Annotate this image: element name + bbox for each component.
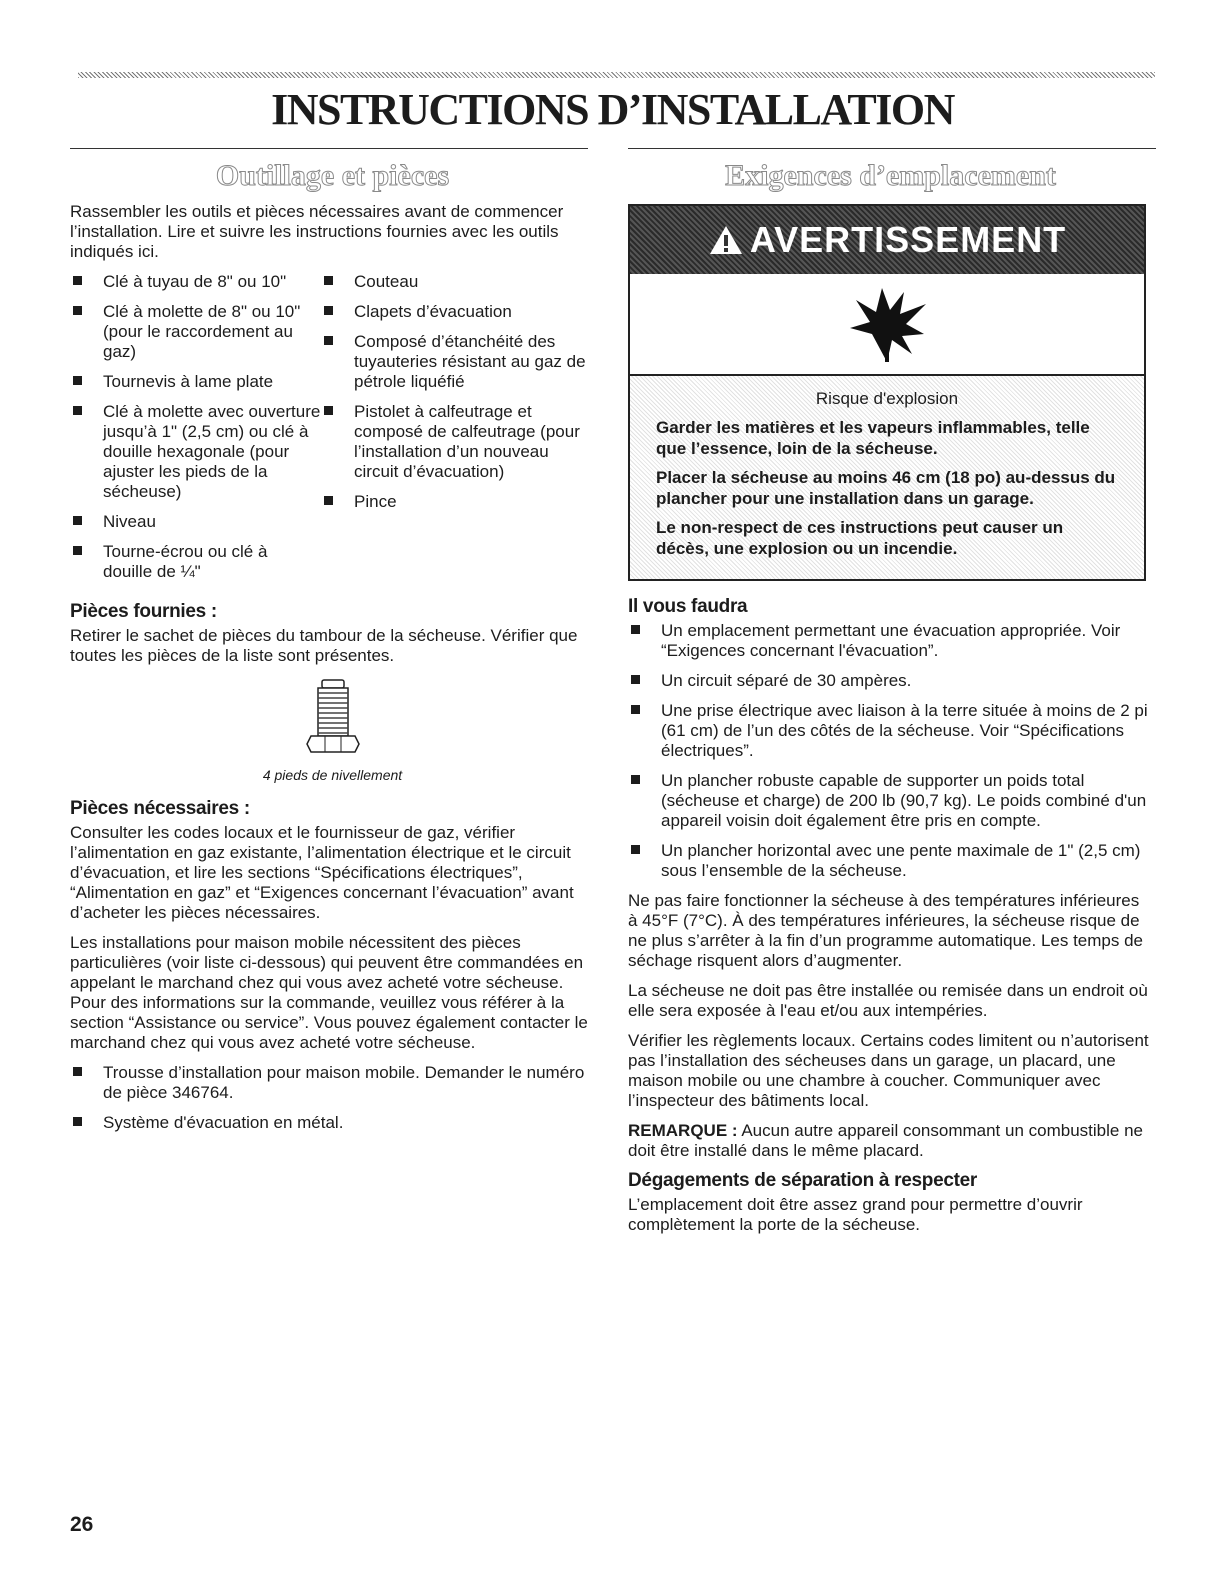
list-item: Pistolet à calfeutrage et composé de calfeutrage (pour l’installation d’un nouveau circuit d’évacuation) — [321, 402, 595, 482]
warning-body — [630, 376, 1144, 579]
note-text: Aucun autre appareil consommant un combustible ne doit être installé dans le même placard. — [628, 1121, 1143, 1160]
list-item: Tourne-écrou ou clé à douille de ¼" — [70, 542, 321, 582]
list-item: Clapets d’évacuation — [321, 302, 595, 322]
warning-header — [630, 206, 1144, 274]
clearance-text: L’emplacement doit être assez grand pour permettre d’ouvrir complètement la porte de la sécheuse. — [628, 1195, 1083, 1234]
need-heading: Il vous faudra — [628, 596, 748, 617]
list-item: Un plancher horizontal avec une pente maximale de 1" (2,5 cm) sous l’ensemble de la sécheuse. — [628, 841, 1153, 881]
bullet-icon — [73, 276, 82, 285]
bullet-icon — [73, 1117, 82, 1126]
right-rule — [628, 148, 1156, 149]
right-column — [628, 160, 1153, 1245]
bullet-icon — [73, 546, 82, 555]
explosion-icon — [842, 284, 932, 364]
list-item: Clé à molette avec ouverture jusqu’à 1" (2,5 cm) ou clé à douille hexagonale (pour ajuster les pieds de la sécheuse) — [70, 402, 321, 502]
left-column — [70, 160, 595, 1143]
bullet-icon — [324, 276, 333, 285]
bullet-icon — [73, 1067, 82, 1076]
parts-needed-paragraph: Consulter les codes locaux et le fournisseur de gaz, vérifier l’alimentation en gaz existante, l’alimentation électrique et le circuit d’évacuation, et lire les sections “Spécifications électriques”, “Alimentation en gaz” et “Exigences concernant l’évacuation” avant d’acheter les pièces nécessaires. — [70, 823, 574, 922]
parts-supplied-text: Retirer le sachet de pièces du tambour de la sécheuse. Vérifier que toutes les pièces de la liste sont présentes. — [70, 626, 578, 665]
list-item: Tournevis à lame plate — [70, 372, 321, 392]
bullet-icon — [73, 376, 82, 385]
warning-label: AVERTISSEMENT — [749, 219, 1067, 260]
list-item: Niveau — [70, 512, 321, 532]
list-item: Composé d’étanchéité des tuyauteries résistant au gaz de pétrole liquéfié — [321, 332, 595, 392]
note-label: REMARQUE : — [628, 1121, 738, 1140]
list-item: Clé à molette de 8" ou 10" (pour le raccordement au gaz) — [70, 302, 321, 362]
page-number: 26 — [70, 1513, 94, 1536]
bullet-icon — [324, 336, 333, 345]
bullet-icon — [73, 406, 82, 415]
warning-icon-area — [630, 274, 1144, 376]
bullet-icon — [324, 406, 333, 415]
parts-supplied-heading: Pièces fournies : — [70, 601, 217, 622]
tools-list-col1 — [70, 272, 321, 592]
list-item: Un circuit séparé de 30 ampères. — [628, 671, 1153, 691]
bullet-icon — [73, 516, 82, 525]
parts-needed-heading: Pièces nécessaires : — [70, 798, 250, 819]
section-title-tools: Outillage et pièces — [215, 159, 450, 192]
exposure-paragraph: La sécheuse ne doit pas être installée ou remisée dans un endroit où elle sera exposée à l'eau et/ou aux intempéries. — [628, 981, 1148, 1020]
note-paragraph — [628, 1121, 1153, 1161]
tools-intro: Rassembler les outils et pièces nécessaires avant de commencer l’installation. Lire et suivre les instructions fournies avec les outils indiqués ici. — [70, 202, 564, 261]
warning-box — [628, 204, 1146, 581]
warning-line: Le non-respect de ces instructions peut causer un décès, une explosion ou un incendie. — [656, 518, 1064, 558]
figure-caption: 4 pieds de nivellement — [262, 767, 403, 783]
regulations-paragraph: Vérifier les règlements locaux. Certains codes limitent ou n’autorisent pas l’installation des sécheuses dans un garage, un placard, une maison mobile ou une chambre à coucher. Communiquer avec l’inspecteur des bâtiments local. — [628, 1031, 1149, 1110]
bullet-icon — [324, 306, 333, 315]
clearance-heading: Dégagements de séparation à respecter — [628, 1170, 977, 1191]
tools-list — [70, 272, 595, 592]
top-rule — [78, 72, 1155, 78]
list-item: Clé à tuyau de 8" ou 10" — [70, 272, 321, 292]
left-rule — [70, 148, 588, 149]
bullet-icon — [631, 705, 640, 714]
leveling-feet-figure — [70, 678, 595, 785]
bullet-icon — [631, 775, 640, 784]
warning-triangle-icon — [708, 224, 744, 256]
list-item: Couteau — [321, 272, 595, 292]
bullet-icon — [631, 625, 640, 634]
parts-needed-list — [70, 1063, 595, 1133]
bullet-icon — [631, 845, 640, 854]
warning-hazard: Risque d'explosion — [815, 389, 959, 408]
leveling-foot-icon — [303, 678, 363, 756]
parts-needed-paragraph: Les installations pour maison mobile nécessitent des pièces particulières (voir liste ci-dessous) qui peuvent être commandées en appelant le marchand chez qui vous avez acheté votre sécheuse. Pour des informations sur la commande, veuillez vous référer à la section “Assistance ou service”. Vous pouvez également contacter le marchand chez qui vous avez acheté votre sécheuse. — [70, 933, 588, 1052]
warning-line: Placer la sécheuse au moins 46 cm (18 po) au-dessus du plancher pour une installation dans un garage. — [656, 468, 1116, 508]
section-title-location: Exigences d’emplacement — [725, 159, 1056, 192]
list-item: Une prise électrique avec liaison à la terre située à moins de 2 pi (61 cm) de l’un des côtés de la sécheuse. Voir “Spécifications électriques”. — [628, 701, 1153, 761]
warning-line: Garder les matières et les vapeurs inflammables, telle que l’essence, loin de la sécheuse. — [656, 418, 1090, 458]
need-list — [628, 621, 1153, 881]
list-item: Pince — [321, 492, 595, 512]
tools-list-col2 — [321, 272, 595, 592]
list-item: Système d'évacuation en métal. — [70, 1113, 595, 1133]
bullet-icon — [73, 306, 82, 315]
list-item: Trousse d’installation pour maison mobile. Demander le numéro de pièce 346764. — [70, 1063, 595, 1103]
bullet-icon — [631, 675, 640, 684]
list-item: Un plancher robuste capable de supporter un poids total (sécheuse et charge) de 200 lb (90,7 kg). Le poids combiné d'un appareil voisin doit également être pris en compte. — [628, 771, 1153, 831]
page-title: INSTRUCTIONS D’INSTALLATION — [271, 85, 954, 134]
temperature-paragraph: Ne pas faire fonctionner la sécheuse à des températures inférieures à 45°F (7°C). À des températures inférieures, la sécheuse risque de ne plus s’arrêter à la fin d’un programme automatique. Les temps de séchage risquent alors d’augmenter. — [628, 891, 1143, 970]
bullet-icon — [324, 496, 333, 505]
list-item: Un emplacement permettant une évacuation appropriée. Voir “Exigences concernant l'évacuation”. — [628, 621, 1153, 661]
